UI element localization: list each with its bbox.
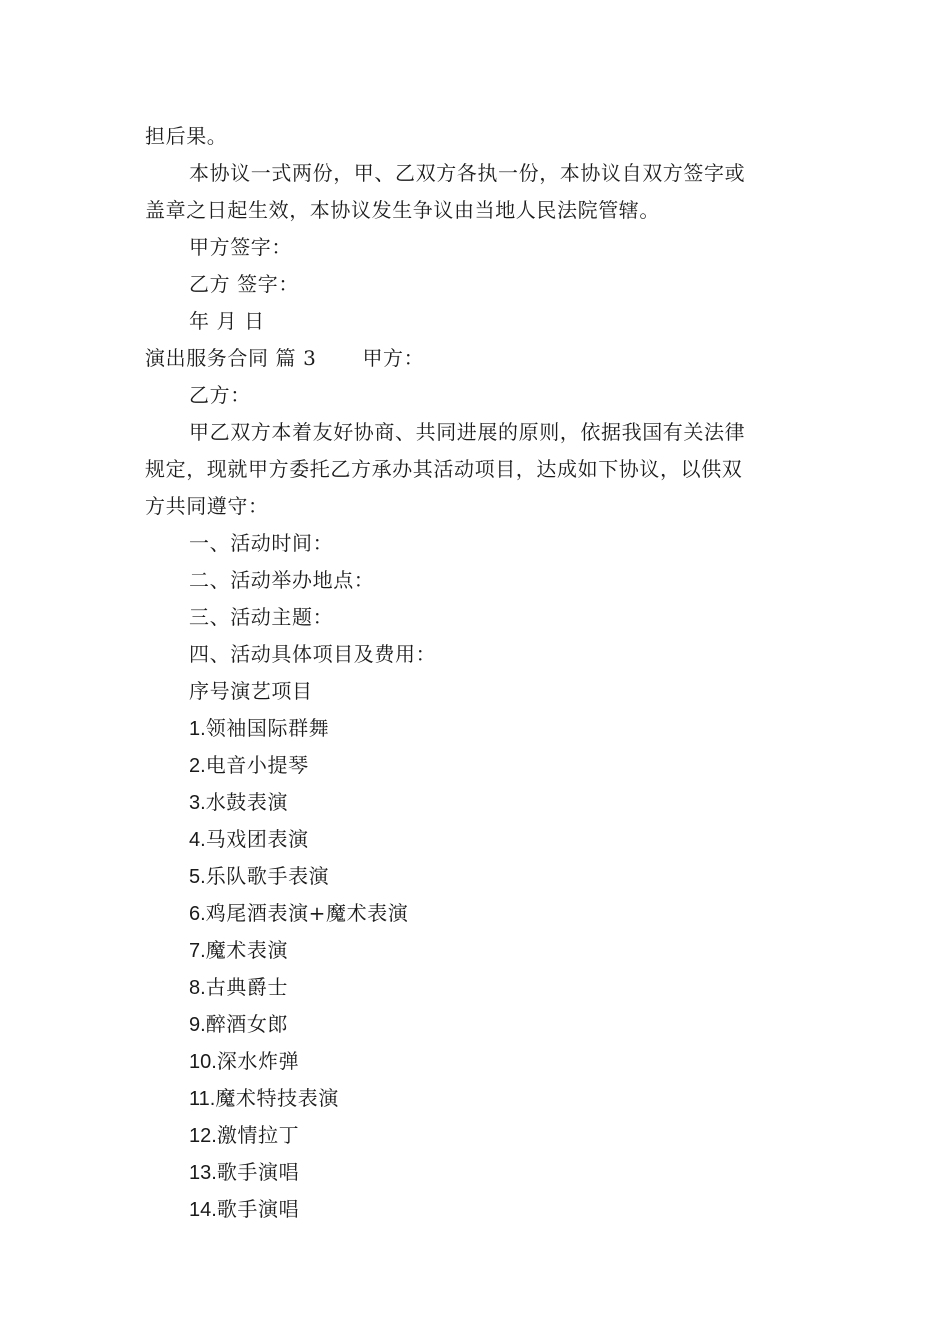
intro-paragraph-line-2: 规定，现就甲方委托乙方承办其活动项目，达成如下协议，以供双 [145,457,743,481]
list-item-number: 2. [189,755,206,777]
list-item-number: 12. [189,1125,217,1147]
list-item-name: 歌手演唱 [216,1160,300,1184]
list-item [145,895,810,932]
list-item-number: 6. [189,903,206,925]
list-item [145,1006,810,1043]
list-item-number: 4. [189,829,206,851]
list-item [145,1191,810,1228]
closing-paragraph-line-2: 盖章之日起生效，本协议发生争议由当地人民法院管辖。 [145,198,660,222]
list-item-number: 7. [189,940,206,962]
list-item-name: 激情拉丁 [216,1123,300,1147]
list-item-name: 魔术特技表演 [215,1086,339,1110]
list-item [145,710,810,747]
list-item-number: 9. [189,1014,206,1036]
clause-4: 四、活动具体项目及费用： [189,642,437,666]
section-title: 演出服务合同 篇 3 [145,346,317,370]
document-page [145,118,810,1228]
list-item-number: 13. [189,1162,217,1184]
list-item-number: 1. [189,718,206,740]
clause-1: 一、活动时间： [189,531,334,555]
list-item [145,1154,810,1191]
list-item [145,1117,810,1154]
list-item [145,784,810,821]
party-b-signature: 乙方 签字： [189,272,299,296]
list-item-name: 醉酒女郎 [205,1012,289,1036]
table-header: 序号演艺项目 [189,679,313,703]
list-item-name: 电音小提琴 [205,753,309,777]
list-item-number: 10. [189,1051,217,1073]
continuation-text: 担后果。 [145,124,228,148]
list-item [145,821,810,858]
party-b-label: 乙方： [189,383,251,407]
list-item [145,858,810,895]
list-item-number: 11. [189,1088,216,1110]
list-item-name: 马戏团表演 [205,827,309,851]
list-item-number: 14. [189,1199,217,1221]
list-item-name: 歌手演唱 [216,1197,300,1221]
list-item-number: 5. [189,866,206,888]
list-item-number: 8. [189,977,206,999]
list-item [145,1080,810,1117]
list-item [145,932,810,969]
list-item-name: 古典爵士 [205,975,289,999]
list-item [145,747,810,784]
list-item-name: 魔术表演 [205,938,289,962]
program-list [145,710,810,1228]
list-item-name: 深水炸弹 [216,1049,300,1073]
list-item [145,1043,810,1080]
list-item [145,969,810,1006]
list-item-number: 3. [189,792,206,814]
party-a-signature: 甲方签字： [189,235,292,259]
list-item-name: 鸡尾酒表演+魔术表演 [205,901,409,925]
party-a-label: 甲方： [362,346,425,370]
section-heading [145,340,810,377]
clause-2: 二、活动举办地点： [189,568,375,592]
clause-3: 三、活动主题： [189,605,334,629]
list-item-name: 领袖国际群舞 [205,716,330,740]
list-item-name: 水鼓表演 [205,790,289,814]
closing-paragraph-line-1: 本协议一式两份，甲、乙双方各执一份，本协议自双方签字或 [189,161,746,185]
date-line: 年 月 日 [189,309,265,333]
list-item-name: 乐队歌手表演 [205,864,330,888]
intro-paragraph-line-3: 方共同遵守： [145,494,269,518]
intro-paragraph-line-1: 甲乙双方本着友好协商、共同进展的原则，依据我国有关法律 [189,420,746,444]
